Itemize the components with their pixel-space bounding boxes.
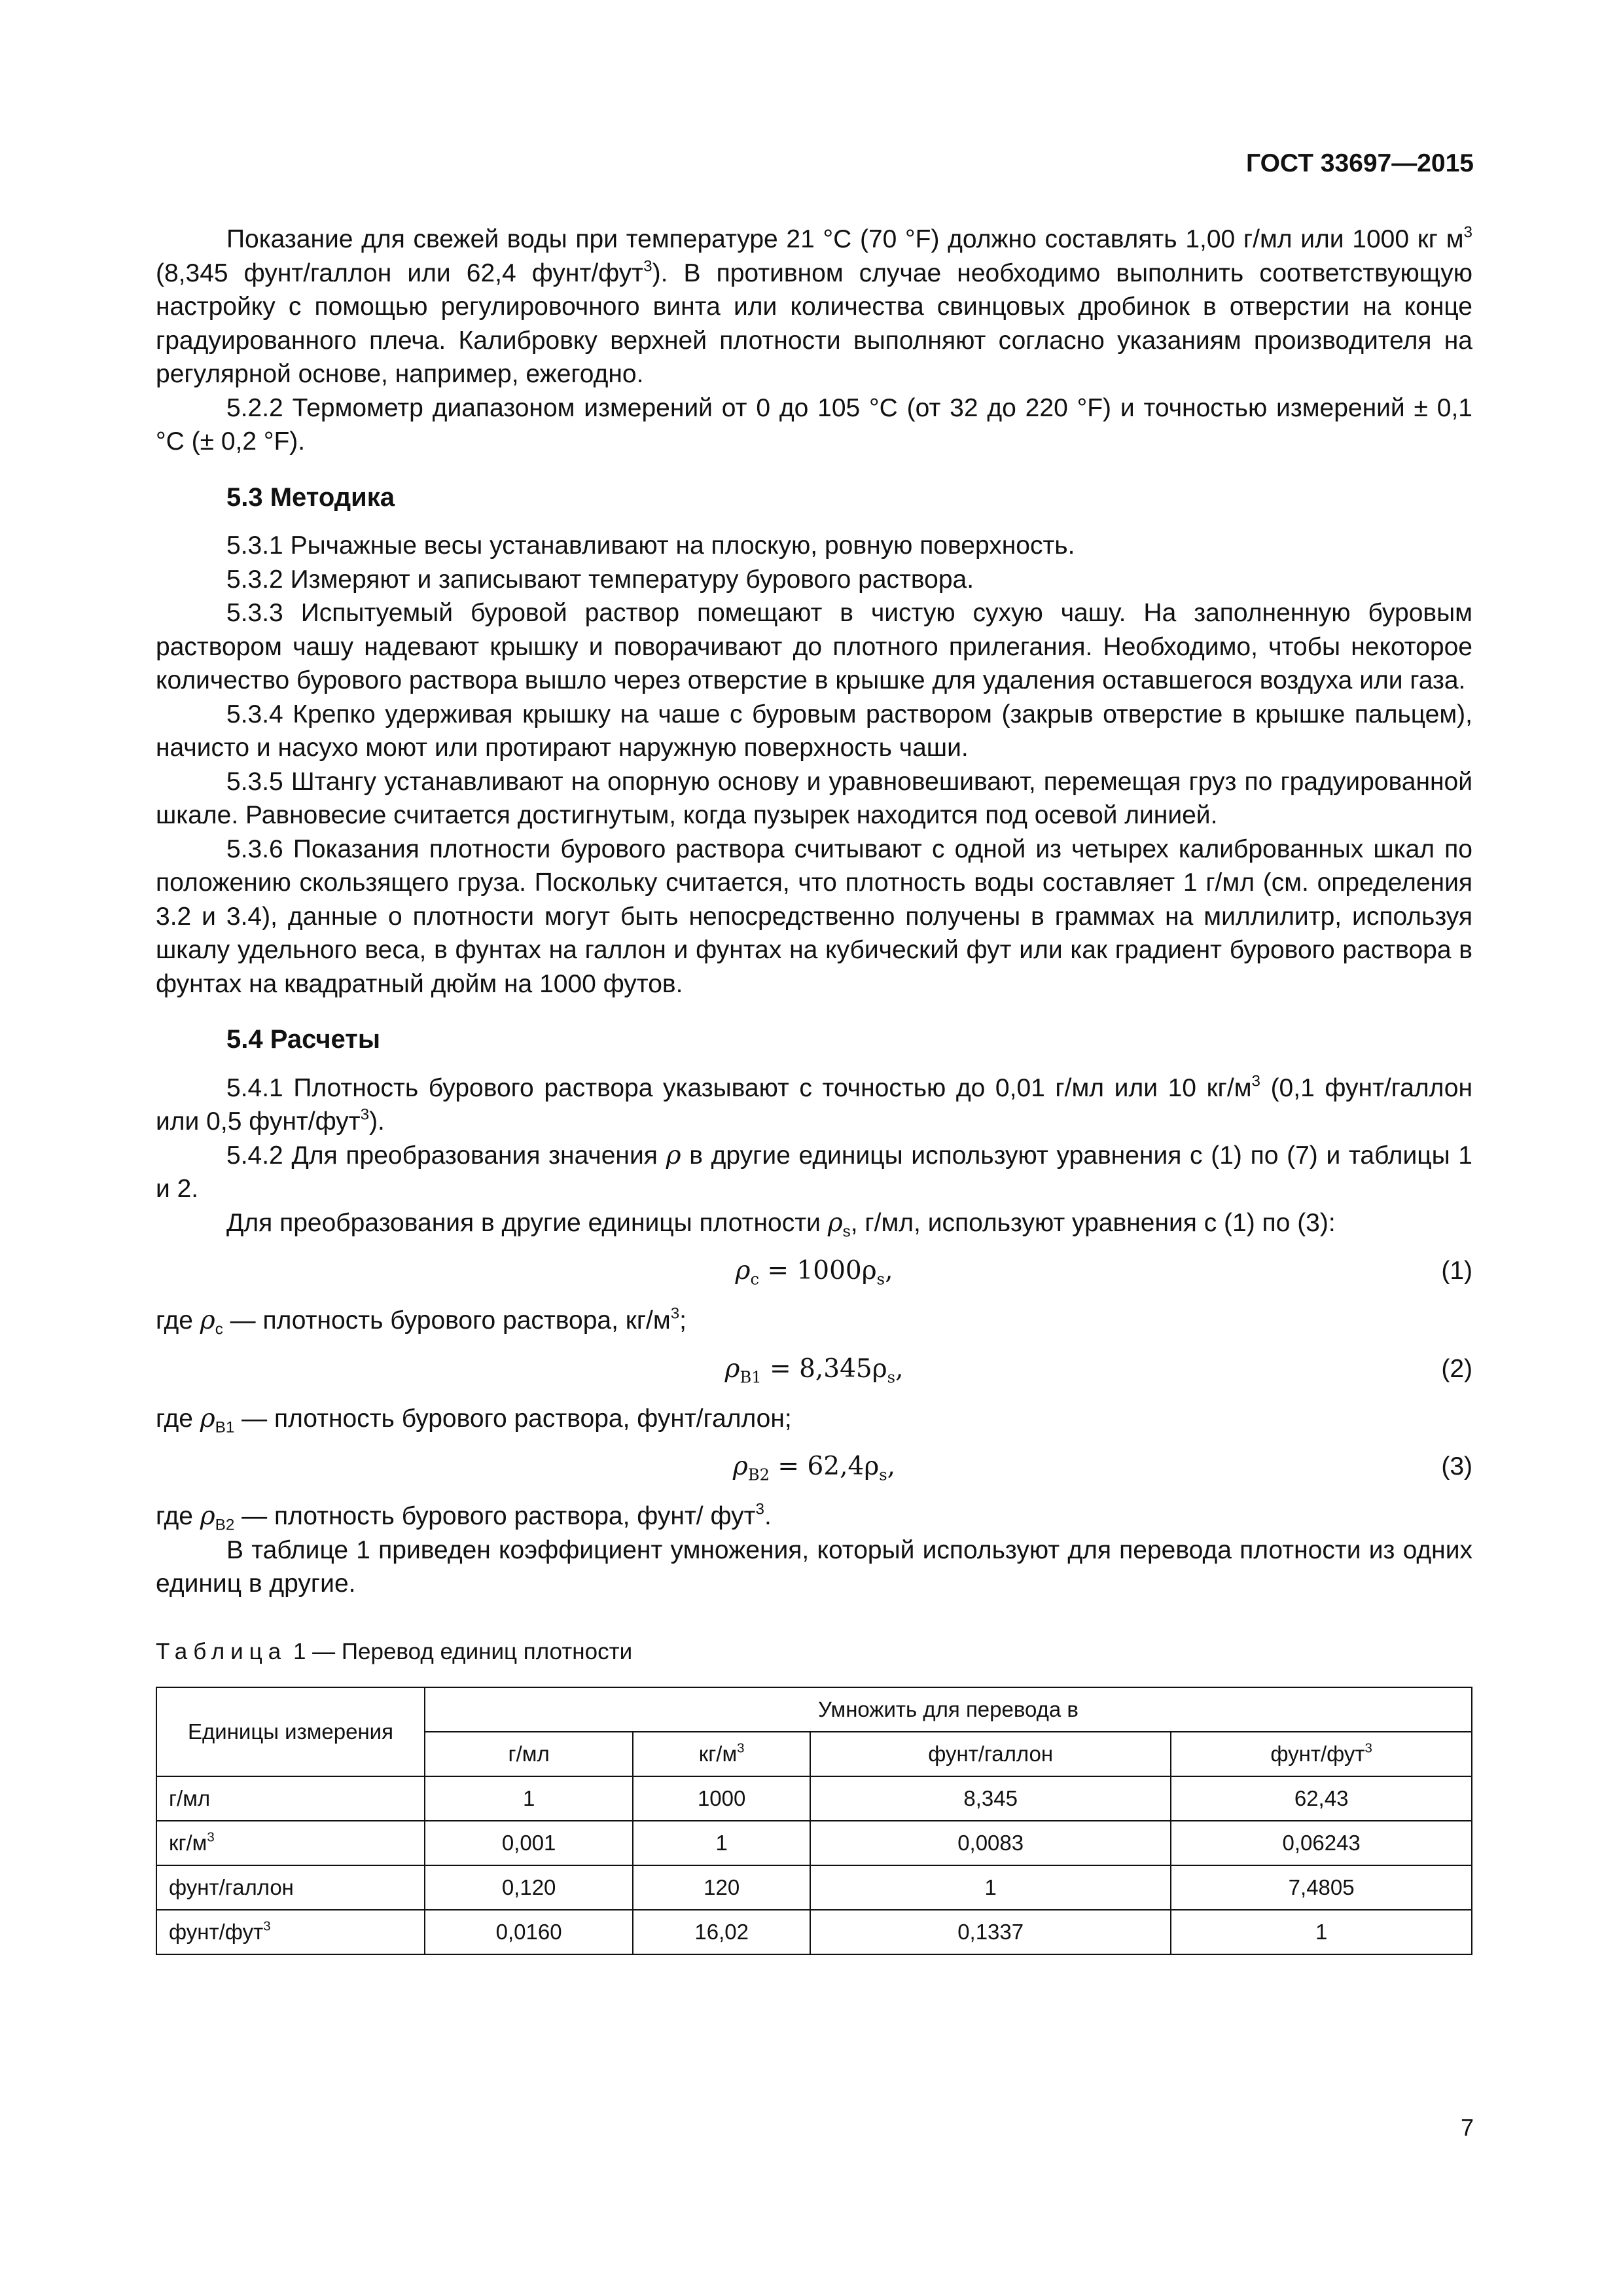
row-unit — [156, 1865, 425, 1910]
table-header-row — [156, 1687, 1472, 1732]
text-span: 5.4.1 Плотность бурового раствора указывают с точностью до 0,01 г/мл или 10 кг/м — [226, 1073, 1252, 1102]
subscript: s — [876, 1270, 885, 1289]
table-cell: 0,0160 — [425, 1910, 633, 1954]
text-span: Показание для свежей воды при температуре 21 °С (70 °F) должно составлять 1,00 г/мл или 1000 кг м — [226, 225, 1464, 253]
superscript: 3 — [1463, 223, 1472, 242]
column-header — [425, 1732, 633, 1776]
table-row — [156, 1776, 1472, 1821]
text-span: — плотность бурового раствора, фунт/галлон; — [234, 1404, 792, 1433]
paragraph-conversion-intro — [156, 1206, 1472, 1240]
superscript: 3 — [737, 1740, 745, 1756]
formula-3-where — [156, 1499, 1472, 1534]
table-cell: 0,1337 — [810, 1910, 1171, 1954]
formula-rhs: = 1000ρ — [759, 1256, 877, 1285]
superscript: 3 — [1251, 1071, 1260, 1090]
formula-tail: , — [887, 1452, 896, 1481]
text-span: 5.4.2 Для преобразования значения — [226, 1141, 666, 1170]
row-unit — [156, 1821, 425, 1865]
text-span: в другие единицы используют уравнения с (1) по (7) и таблицы 1 и 2. — [156, 1141, 1472, 1203]
text-span: где — [156, 1306, 200, 1335]
superscript: 3 — [643, 257, 652, 275]
rho-symbol: ρ — [200, 1403, 215, 1433]
table-cell: 1 — [1171, 1910, 1472, 1954]
paragraph-5-4-1 — [156, 1071, 1472, 1139]
text-span: (8,345 фунт/галлон или 62,4 фунт/фут — [156, 259, 644, 287]
text-span: . — [764, 1502, 772, 1530]
paragraph-5-3-3: 5.3.3 Испытуемый буровой раствор помещают в чистую сухую чашу. На заполненную буровым раствором чашу надевают крышку и поворачивают до плотного прилегания. Необходимо, чтобы некоторое количество бурового раствора вышло через отверстие в крышке для удаления оставшегося воздуха или газа. — [156, 599, 1472, 694]
paragraph-5-3-6: 5.3.6 Показания плотности бурового раствора считывают с одной из четырех калиброванных шкал по положению скользящего груза. Поскольку считается, что плотность воды составляет 1 г/мл (см. определения 3.2 и 3.4), данные о плотности могут быть непосредственно получены в граммах на миллилитр, используя шкалу удельного веса, в фунтах на галлон и фунтах на кубический фут или как градиент бурового раствора в фунтах на квадратный дюйм на 1000 футов. — [156, 834, 1472, 998]
table-cell: 8,345 — [810, 1776, 1171, 1821]
paragraph-table-intro: В таблице 1 приведен коэффициент умножения, который используют для перевода плотности из одних единиц в другие. — [156, 1535, 1472, 1598]
formula-number: (3) — [1441, 1452, 1472, 1480]
paragraph-5-3-1: 5.3.1 Рычажные весы устанавливают на плоскую, ровную поверхность. — [226, 531, 1075, 560]
formula-expression — [156, 1352, 1472, 1386]
paragraph-5-2-2: 5.2.2 Термометр диапазоном измерений от 0 до 105 °С (от 32 до 220 °F) и точностью измерений ± 0,1 °С (± 0,2 °F). — [156, 393, 1472, 456]
text-span: где — [156, 1404, 200, 1433]
rho-symbol: ρ — [666, 1140, 681, 1170]
section-heading-5-3: 5.3 Методика — [226, 482, 395, 512]
subscript: s — [879, 1465, 887, 1484]
text-span: — плотность бурового раствора, фунт/ фут — [234, 1502, 756, 1530]
table-cell: 1 — [425, 1776, 633, 1821]
formula-symbol: ρ — [732, 1452, 748, 1481]
row-unit — [156, 1910, 425, 1954]
column-label: фунт/фут — [1270, 1742, 1365, 1767]
text-span: ). — [369, 1107, 385, 1136]
formula-number: (1) — [1441, 1257, 1472, 1285]
group-header: Умножить для перевода в — [425, 1687, 1472, 1732]
table-cell: 1 — [810, 1865, 1171, 1910]
formula-tail: , — [885, 1256, 893, 1285]
table-row — [156, 1865, 1472, 1910]
table-cell: 0,0083 — [810, 1821, 1171, 1865]
paragraph-5-3-4: 5.3.4 Крепко удерживая крышку на чаше с буровым раствором (закрыв отверстие в крышке пальцем), начисто и насухо моют или протирают наружную поверхность чаши. — [156, 700, 1472, 762]
superscript: 3 — [360, 1105, 370, 1124]
table-cell: 1000 — [633, 1776, 810, 1821]
rho-symbol: ρ — [200, 1306, 215, 1335]
paragraph-water-reading — [156, 223, 1472, 391]
table-cell: 0,06243 — [1171, 1821, 1472, 1865]
formula-symbol: ρ — [735, 1256, 751, 1285]
formula-rhs: = 62,4ρ — [770, 1452, 880, 1481]
table-cell: 62,43 — [1171, 1776, 1472, 1821]
document-number: ГОСТ 33697—2015 — [1246, 149, 1474, 177]
superscript: 3 — [207, 1829, 215, 1845]
subscript: c — [215, 1320, 223, 1338]
section-heading-5-4: 5.4 Расчеты — [226, 1025, 381, 1054]
paragraph-5-4-2 — [156, 1139, 1472, 1206]
table-row — [156, 1821, 1472, 1865]
superscript: 3 — [1364, 1740, 1372, 1756]
column-header — [810, 1732, 1171, 1776]
superscript: 3 — [670, 1304, 680, 1323]
formula-expression — [156, 1254, 1472, 1288]
formula-number: (2) — [1441, 1354, 1472, 1383]
table-row — [156, 1910, 1472, 1954]
formula-tail: , — [895, 1354, 904, 1384]
column-label: г/мл — [508, 1742, 550, 1767]
superscript: 3 — [263, 1918, 271, 1934]
table-caption — [156, 1635, 1472, 1669]
table-cell: 120 — [633, 1865, 810, 1910]
unit-label: фунт/фут — [169, 1920, 264, 1945]
table-cell: 16,02 — [633, 1910, 810, 1954]
subscript: B2 — [215, 1516, 235, 1534]
table-cell: 0,001 — [425, 1821, 633, 1865]
unit-label: кг/м — [169, 1831, 207, 1856]
column-label: фунт/галлон — [928, 1742, 1054, 1767]
formula-2-where — [156, 1402, 1472, 1436]
text-span: Для преобразования в другие единицы плотности — [226, 1208, 828, 1237]
column-header — [1171, 1732, 1472, 1776]
paragraph-5-3-5: 5.3.5 Штангу устанавливают на опорную основу и уравновешивают, перемещая груз по градуированной шкале. Равновесие считается достигнутым, когда пузырек находится под осевой линией. — [156, 767, 1472, 829]
formula-expression — [156, 1450, 1472, 1484]
density-conversion-table — [156, 1687, 1472, 1955]
unit-label: г/мл — [169, 1786, 211, 1811]
formula-symbol: ρ — [724, 1354, 740, 1384]
subscript: s — [887, 1367, 896, 1386]
subscript: B2 — [747, 1465, 770, 1484]
text-span: , г/мл, используют уравнения с (1) по (3): — [850, 1208, 1336, 1237]
column-header — [633, 1732, 810, 1776]
table-cell: 0,120 — [425, 1865, 633, 1910]
text-span: ; — [679, 1306, 687, 1335]
formula-rhs: = 8,345ρ — [761, 1354, 887, 1384]
unit-label: фунт/галлон — [169, 1875, 294, 1900]
subscript: B1 — [740, 1367, 762, 1386]
subscript: s — [842, 1222, 851, 1240]
text-span: (0,1 фунт/галлон или 0,5 фунт/фут — [156, 1073, 1472, 1136]
formula-1 — [156, 1244, 1472, 1300]
paragraph-5-3-2: 5.3.2 Измеряют и записывают температуру бурового раствора. — [226, 565, 974, 594]
superscript: 3 — [755, 1500, 764, 1518]
units-header: Единицы измерения — [156, 1687, 425, 1776]
table-cell: 1 — [633, 1821, 810, 1865]
formula-3 — [156, 1439, 1472, 1496]
table-caption-word: Таблица — [156, 1638, 287, 1664]
page-number: 7 — [1460, 2114, 1474, 2141]
text-span: где — [156, 1502, 200, 1530]
text-span: — плотность бурового раствора, кг/м — [223, 1306, 671, 1335]
row-unit — [156, 1776, 425, 1821]
rho-symbol: ρ — [827, 1208, 843, 1238]
formula-2 — [156, 1342, 1472, 1398]
column-label: кг/м — [698, 1742, 738, 1767]
subscript: c — [750, 1270, 759, 1289]
subscript: B1 — [215, 1418, 235, 1436]
document-body — [156, 223, 1472, 1955]
text-span: ). В противном случае необходимо выполнить соответствующую настройку с помощью регулировочного винта или количества свинцовых дробинок в отверстии на конце градуированного плеча. Калибровку верхней плотности выполняют согласно указаниям производителя на регулярной основе, например, ежегодно. — [156, 259, 1472, 388]
table-caption-text: 1 — Перевод единиц плотности — [287, 1638, 633, 1664]
rho-symbol: ρ — [200, 1501, 215, 1531]
table-cell: 7,4805 — [1171, 1865, 1472, 1910]
formula-1-where — [156, 1304, 1472, 1338]
